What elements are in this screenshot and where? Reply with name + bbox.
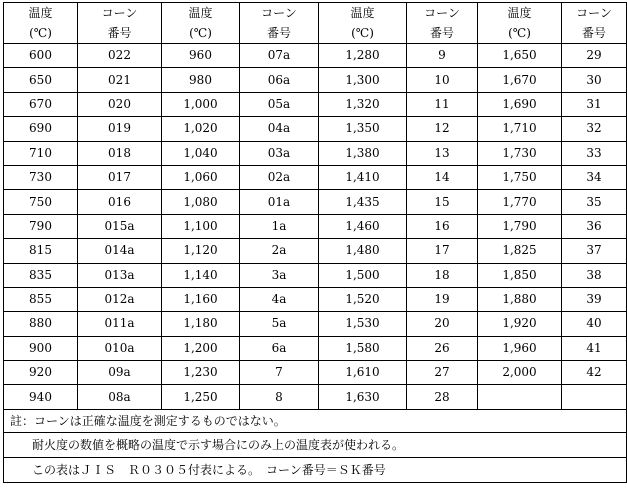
header-cone-1: コーン bbox=[78, 3, 162, 24]
table-row bbox=[4, 165, 627, 189]
temperature-cell: 1,690 bbox=[478, 92, 562, 116]
temperature-cell: 835 bbox=[4, 263, 78, 287]
cone-temperature-table bbox=[3, 2, 627, 483]
header-cone-number-2: 番号 bbox=[240, 23, 319, 44]
note-3: この表はＪＩＳ Ｒ０３０５付表による。 コーン番号＝ＳＫ番号 bbox=[4, 457, 627, 482]
cone-number-cell: 06a bbox=[240, 68, 319, 92]
temperature-cell: 750 bbox=[4, 190, 78, 214]
temperature-cell: 900 bbox=[4, 336, 78, 360]
temperature-cell: 1,410 bbox=[319, 165, 407, 189]
table-row bbox=[4, 385, 627, 409]
header-temp-unit-2: (℃) bbox=[162, 23, 240, 44]
cone-number-cell: 022 bbox=[78, 44, 162, 68]
temperature-cell: 1,630 bbox=[319, 385, 407, 409]
cone-number-cell: 33 bbox=[562, 141, 627, 165]
temperature-cell: 920 bbox=[4, 361, 78, 385]
temperature-cell: 1,250 bbox=[162, 385, 240, 409]
temperature-cell: 980 bbox=[162, 68, 240, 92]
temperature-cell: 1,610 bbox=[319, 361, 407, 385]
cone-number-cell: 27 bbox=[407, 361, 478, 385]
temperature-cell: 960 bbox=[162, 44, 240, 68]
cone-number-cell: 08a bbox=[78, 385, 162, 409]
cone-number-cell: 017 bbox=[78, 165, 162, 189]
temperature-cell: 1,000 bbox=[162, 92, 240, 116]
temperature-cell: 600 bbox=[4, 44, 78, 68]
temperature-cell: 1,080 bbox=[162, 190, 240, 214]
cone-number-cell: 03a bbox=[240, 141, 319, 165]
cone-number-cell: 010a bbox=[78, 336, 162, 360]
cone-number-cell: 14 bbox=[407, 165, 478, 189]
cone-number-cell bbox=[562, 385, 627, 409]
temperature-cell: 815 bbox=[4, 239, 78, 263]
cone-number-cell: 20 bbox=[407, 312, 478, 336]
cone-number-cell: 019 bbox=[78, 117, 162, 141]
cone-number-cell: 4a bbox=[240, 287, 319, 311]
cone-number-cell: 36 bbox=[562, 214, 627, 238]
table-body bbox=[4, 44, 627, 410]
cone-number-cell: 18 bbox=[407, 263, 478, 287]
temperature-cell: 1,520 bbox=[319, 287, 407, 311]
cone-number-cell: 41 bbox=[562, 336, 627, 360]
cone-number-cell: 26 bbox=[407, 336, 478, 360]
temperature-cell: 730 bbox=[4, 165, 78, 189]
cone-number-cell: 16 bbox=[407, 214, 478, 238]
cone-number-cell: 35 bbox=[562, 190, 627, 214]
cone-number-cell: 10 bbox=[407, 68, 478, 92]
cone-number-cell: 020 bbox=[78, 92, 162, 116]
cone-number-cell: 30 bbox=[562, 68, 627, 92]
cone-number-cell: 021 bbox=[78, 68, 162, 92]
temperature-cell: 1,230 bbox=[162, 361, 240, 385]
temperature-cell: 1,020 bbox=[162, 117, 240, 141]
temperature-cell: 1,100 bbox=[162, 214, 240, 238]
cone-number-cell: 015a bbox=[78, 214, 162, 238]
temperature-cell: 1,770 bbox=[478, 190, 562, 214]
temperature-cell: 1,920 bbox=[478, 312, 562, 336]
temperature-cell: 1,160 bbox=[162, 287, 240, 311]
temperature-cell: 670 bbox=[4, 92, 78, 116]
table-row bbox=[4, 336, 627, 360]
note-1: 註：コーンは正確な温度を測定するものではない。 bbox=[4, 409, 627, 432]
cone-number-cell: 018 bbox=[78, 141, 162, 165]
temperature-cell: 1,460 bbox=[319, 214, 407, 238]
header-temp-unit-4: (℃) bbox=[478, 23, 562, 44]
header-cone-number-3: 番号 bbox=[407, 23, 478, 44]
temperature-cell: 790 bbox=[4, 214, 78, 238]
cone-number-cell: 7 bbox=[240, 361, 319, 385]
temperature-cell: 1,580 bbox=[319, 336, 407, 360]
table-row bbox=[4, 214, 627, 238]
temperature-cell: 1,040 bbox=[162, 141, 240, 165]
temperature-cell: 855 bbox=[4, 287, 78, 311]
temperature-cell: 690 bbox=[4, 117, 78, 141]
table-row bbox=[4, 117, 627, 141]
header-cone-number-1: 番号 bbox=[78, 23, 162, 44]
temperature-cell: 1,750 bbox=[478, 165, 562, 189]
temperature-cell: 1,120 bbox=[162, 239, 240, 263]
header-cone-4: コーン bbox=[562, 3, 627, 24]
temperature-cell: 2,000 bbox=[478, 361, 562, 385]
temperature-cell: 1,730 bbox=[478, 141, 562, 165]
header-cone-2: コーン bbox=[240, 3, 319, 24]
temperature-cell: 1,480 bbox=[319, 239, 407, 263]
cone-number-cell: 19 bbox=[407, 287, 478, 311]
cone-number-cell: 9 bbox=[407, 44, 478, 68]
cone-number-cell: 014a bbox=[78, 239, 162, 263]
header-temp-2: 温度 bbox=[162, 3, 240, 24]
header-temp-1: 温度 bbox=[4, 3, 78, 24]
temperature-cell: 1,380 bbox=[319, 141, 407, 165]
temperature-cell: 1,320 bbox=[319, 92, 407, 116]
temperature-cell: 1,280 bbox=[319, 44, 407, 68]
header-temp-unit-3: (℃) bbox=[319, 23, 407, 44]
temperature-cell bbox=[478, 385, 562, 409]
cone-number-cell: 05a bbox=[240, 92, 319, 116]
cone-number-cell: 37 bbox=[562, 239, 627, 263]
cone-number-cell: 32 bbox=[562, 117, 627, 141]
table-row bbox=[4, 287, 627, 311]
temperature-cell: 1,350 bbox=[319, 117, 407, 141]
cone-number-cell: 28 bbox=[407, 385, 478, 409]
table-row bbox=[4, 239, 627, 263]
temperature-cell: 1,500 bbox=[319, 263, 407, 287]
temperature-cell: 710 bbox=[4, 141, 78, 165]
temperature-cell: 1,960 bbox=[478, 336, 562, 360]
temperature-cell: 1,200 bbox=[162, 336, 240, 360]
header-cone-number-4: 番号 bbox=[562, 23, 627, 44]
cone-number-cell: 40 bbox=[562, 312, 627, 336]
cone-number-cell: 6a bbox=[240, 336, 319, 360]
header-cone-3: コーン bbox=[407, 3, 478, 24]
header-temp-unit-1: (℃) bbox=[4, 23, 78, 44]
temperature-cell: 1,880 bbox=[478, 287, 562, 311]
cone-number-cell: 8 bbox=[240, 385, 319, 409]
cone-number-cell: 011a bbox=[78, 312, 162, 336]
table-row bbox=[4, 263, 627, 287]
temperature-cell: 1,650 bbox=[478, 44, 562, 68]
table-row bbox=[4, 44, 627, 68]
cone-temperature-table-container bbox=[3, 2, 612, 483]
table-row bbox=[4, 141, 627, 165]
cone-number-cell: 5a bbox=[240, 312, 319, 336]
cone-number-cell: 01a bbox=[240, 190, 319, 214]
cone-number-cell: 31 bbox=[562, 92, 627, 116]
cone-number-cell: 012a bbox=[78, 287, 162, 311]
cone-number-cell: 15 bbox=[407, 190, 478, 214]
temperature-cell: 1,180 bbox=[162, 312, 240, 336]
cone-number-cell: 29 bbox=[562, 44, 627, 68]
temperature-cell: 1,300 bbox=[319, 68, 407, 92]
table-row bbox=[4, 312, 627, 336]
temperature-cell: 1,790 bbox=[478, 214, 562, 238]
cone-number-cell: 2a bbox=[240, 239, 319, 263]
cone-number-cell: 07a bbox=[240, 44, 319, 68]
cone-number-cell: 3a bbox=[240, 263, 319, 287]
header-temp-3: 温度 bbox=[319, 3, 407, 24]
temperature-cell: 1,670 bbox=[478, 68, 562, 92]
table-notes bbox=[4, 409, 627, 482]
cone-number-cell: 11 bbox=[407, 92, 478, 116]
table-row bbox=[4, 361, 627, 385]
temperature-cell: 880 bbox=[4, 312, 78, 336]
table-header bbox=[4, 3, 627, 44]
cone-number-cell: 016 bbox=[78, 190, 162, 214]
table-row bbox=[4, 68, 627, 92]
temperature-cell: 1,140 bbox=[162, 263, 240, 287]
temperature-cell: 1,060 bbox=[162, 165, 240, 189]
temperature-cell: 650 bbox=[4, 68, 78, 92]
cone-number-cell: 04a bbox=[240, 117, 319, 141]
temperature-cell: 1,825 bbox=[478, 239, 562, 263]
header-temp-4: 温度 bbox=[478, 3, 562, 24]
table-row bbox=[4, 190, 627, 214]
cone-number-cell: 1a bbox=[240, 214, 319, 238]
cone-number-cell: 02a bbox=[240, 165, 319, 189]
table-row bbox=[4, 92, 627, 116]
temperature-cell: 1,850 bbox=[478, 263, 562, 287]
temperature-cell: 1,530 bbox=[319, 312, 407, 336]
cone-number-cell: 13 bbox=[407, 141, 478, 165]
cone-number-cell: 34 bbox=[562, 165, 627, 189]
cone-number-cell: 013a bbox=[78, 263, 162, 287]
cone-number-cell: 38 bbox=[562, 263, 627, 287]
temperature-cell: 1,435 bbox=[319, 190, 407, 214]
cone-number-cell: 12 bbox=[407, 117, 478, 141]
temperature-cell: 1,710 bbox=[478, 117, 562, 141]
cone-number-cell: 09a bbox=[78, 361, 162, 385]
cone-number-cell: 39 bbox=[562, 287, 627, 311]
note-2: 耐火度の数値を概略の温度で示す場合にのみ上の温度表が使われる。 bbox=[4, 432, 627, 457]
temperature-cell: 940 bbox=[4, 385, 78, 409]
cone-number-cell: 17 bbox=[407, 239, 478, 263]
cone-number-cell: 42 bbox=[562, 361, 627, 385]
